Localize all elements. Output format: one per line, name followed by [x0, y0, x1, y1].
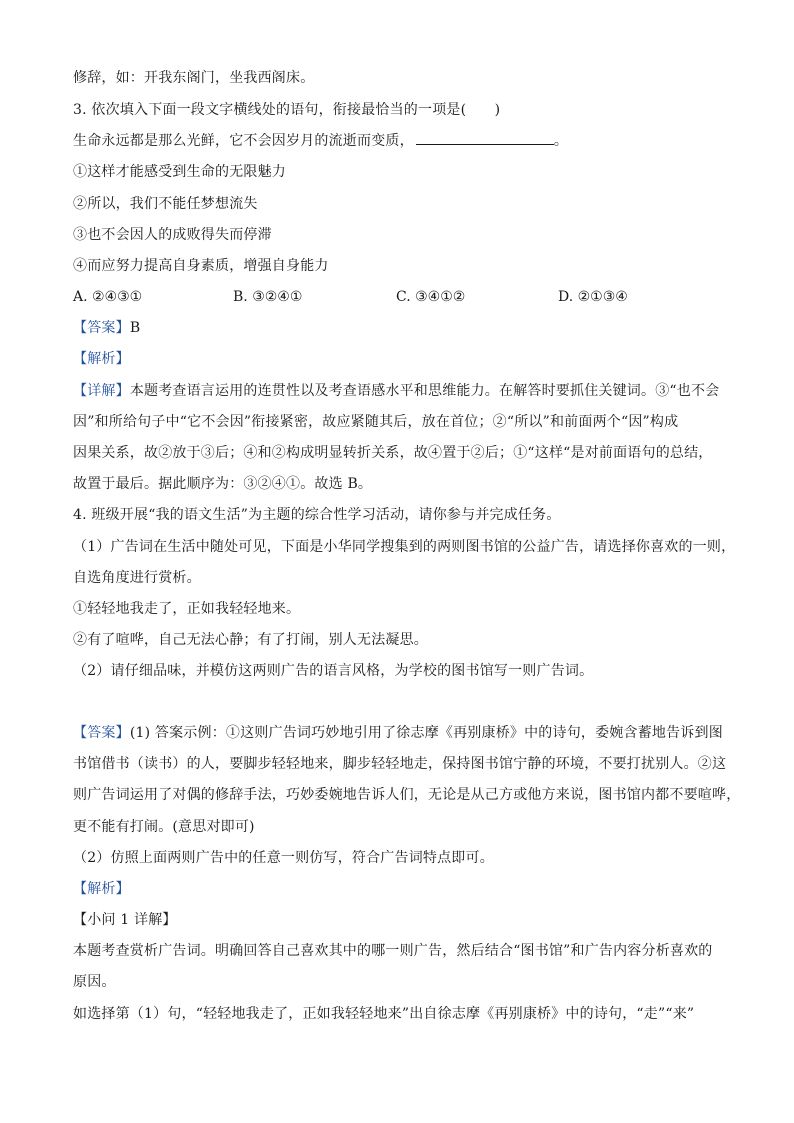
q3-option-a: A. ②④③① — [73, 289, 143, 305]
q3-detail-line — [73, 381, 734, 401]
q4-answer-line: 则广告词运用了对偶的修辞手法，巧妙委婉地告诉人们，无论是从己方或他方来说，图书馆内都不要喧哗， — [73, 787, 741, 803]
q3-option-c: C. ③④①② — [396, 289, 466, 305]
detail-label: 【详解】 — [73, 383, 130, 399]
answer-value: B — [129, 320, 141, 336]
q4-sub1-line: 如选择第（1）句，“轻轻地我走了，正如我轻轻地来”出自徐志摩《再别康桥》中的诗句，“走”“来” — [73, 1006, 695, 1022]
answer-label: 【答案】 — [73, 320, 130, 336]
q3-detail-line: 因果关系，故②放于③后；④和②构成明显转折关系，故④置于②后；①“这样“是对前面语句的总结， — [73, 445, 713, 461]
analysis-label: 【解析】 — [73, 881, 130, 897]
q4-part1-line: （1）广告词在生活中随处可见，下面是小华同学搜集到的两则图书馆的公益广告，请选择你喜欢的一则， — [73, 539, 736, 555]
q3-detail-line: 故置于最后。据此顺序为：③②④①。故选 B。 — [73, 476, 373, 492]
q3-sentence — [73, 131, 734, 151]
q4-part1-line: 自选角度进行赏析。 — [73, 570, 201, 586]
q4-answer-line: 书馆借书（读书）的人，要脚步轻轻地来，脚步轻轻地走，保持图书馆宁静的环境，不要打扰别人。②这 — [73, 756, 727, 772]
q4-sub1-line: 原因。 — [73, 974, 116, 990]
intro-line: 修辞，如：开我东阁门，坐我西阁床。 — [73, 70, 315, 86]
q4-answer-part2: （2）仿照上面两则广告中的任意一则仿写，符合广告词特点即可。 — [73, 850, 494, 866]
q4-ad: ①轻轻地我走了，正如我轻轻地来。 — [73, 601, 301, 617]
answer-text: (1) 答案示例：①这则广告词巧妙地引用了徐志摩《再别康桥》中的诗句，委婉含蓄地告诉到图 — [129, 725, 723, 741]
q4-sub1-line: 本题考查赏析广告词。明确回答自己喜欢其中的哪一则广告，然后结合“图书馆”和广告内容分析喜欢的 — [73, 943, 713, 959]
detail-text: 本题考查语言运用的连贯性以及考查语感水平和思维能力。在解答时要抓住关键词。③“也不会 — [129, 383, 720, 399]
q3-stem: 3. 依次填入下面一段文字横线处的语句，衔接最恰当的一项是( ) — [73, 102, 501, 118]
q4-stem: 4. 班级开展“我的语文生活”为主题的综合性学习活动，请你参与并完成任务。 — [73, 507, 561, 523]
q3-option-b: B. ③②④① — [233, 289, 303, 305]
q3-sentence-after: 。 — [553, 133, 569, 149]
q3-detail-line: 因”和所给句子中“它不会因”衔接紧密，故应紧随其后，放在首位；②“所以”和前面两个“因”构成 — [73, 414, 679, 430]
q3-item: ③也不会因人的成败得失而停滞 — [73, 227, 272, 243]
q4-sub1-label: 【小问 1 详解】 — [73, 912, 177, 928]
q3-answer — [73, 318, 734, 338]
q4-answer-line — [73, 723, 734, 743]
q4-answer-line: 更不能有打闹。(意思对即可) — [73, 819, 255, 835]
fill-blank — [416, 131, 554, 145]
answer-label: 【答案】 — [73, 725, 130, 741]
q3-item: ①这样才能感受到生命的无限魅力 — [73, 164, 286, 180]
q3-option-d: D. ②①③④ — [558, 289, 628, 305]
q4-part2: （2）请仔细品味，并模仿这两则广告的语言风格，为学校的图书馆写一则广告词。 — [73, 663, 594, 679]
q4-ad: ②有了喧哗，自己无法心静；有了打闹，别人无法凝思。 — [73, 632, 428, 648]
q3-analysis-label — [73, 349, 734, 369]
q3-item: ②所以，我们不能任梦想流失 — [73, 196, 258, 212]
q3-sentence-before: 生命永远都是那么光鲜，它不会因岁月的流逝而变质， — [73, 133, 414, 149]
q4-analysis-label — [73, 879, 734, 899]
q3-item: ④而应努力提高自身素质，增强自身能力 — [73, 258, 329, 274]
analysis-label: 【解析】 — [73, 351, 130, 367]
